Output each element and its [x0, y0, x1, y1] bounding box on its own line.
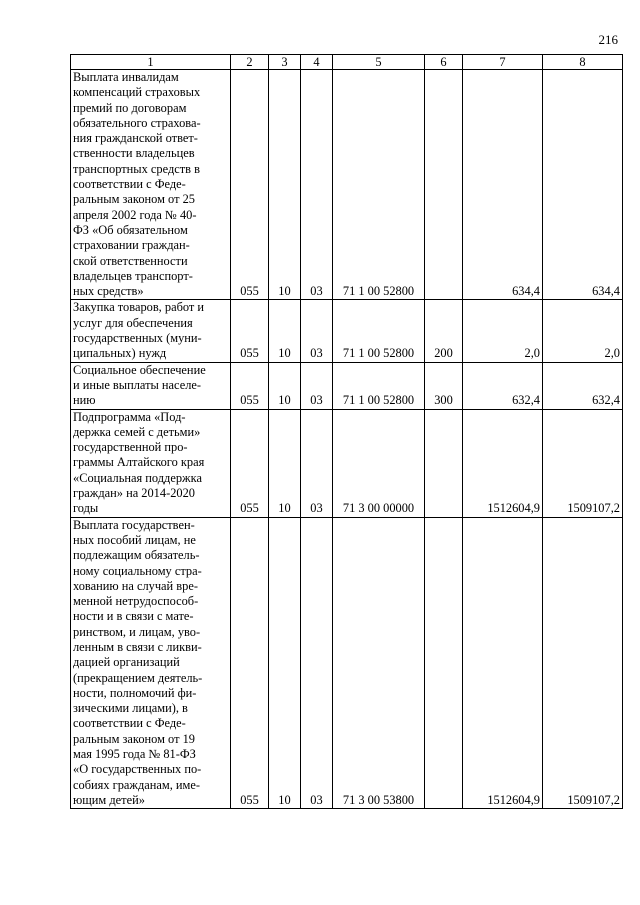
item-name-line: держка семей с детьми» — [73, 424, 201, 439]
target-article-cell: 71 1 00 52800 — [333, 362, 425, 409]
item-name-line: ципальных) нужд — [73, 346, 167, 361]
expense-type-cell — [425, 517, 463, 809]
item-name-line: Социальное обеспечение — [73, 362, 206, 377]
item-name-line: Подпрограмма «Под- — [73, 409, 186, 424]
item-name-line: услуг для обеспечения — [73, 315, 193, 330]
header-cell-5: 5 — [333, 55, 425, 70]
header-cell-3: 3 — [269, 55, 301, 70]
item-name-line: ния гражданской ответ- — [73, 131, 198, 146]
item-name-line: ности, полномочий фи- — [73, 685, 197, 700]
item-name-line: граммы Алтайского края — [73, 455, 205, 470]
target-article-cell: 71 3 00 53800 — [333, 517, 425, 809]
item-name-cell — [71, 300, 231, 362]
amount-year-1-cell: 1512604,9 — [463, 517, 543, 809]
item-name-line: собиях гражданам, име- — [73, 777, 201, 792]
item-name-line: ральным законом от 19 — [73, 731, 195, 746]
section-cell: 10 — [269, 70, 301, 300]
item-name-line: ному социальному стра- — [73, 563, 202, 578]
table-row — [71, 300, 623, 362]
item-name-line: годы — [73, 501, 99, 516]
header-cell-2: 2 — [231, 55, 269, 70]
item-name-line: страховании граждан- — [73, 238, 190, 253]
table-row — [71, 517, 623, 809]
item-name-line: государственных (муни- — [73, 331, 202, 346]
item-name-line: транспортных средств в — [73, 161, 200, 176]
expense-type-cell — [425, 409, 463, 517]
item-name-line: «Социальная поддержка — [73, 470, 202, 485]
amount-year-2-cell: 2,0 — [543, 300, 623, 362]
subsection-cell: 03 — [301, 409, 333, 517]
section-cell: 10 — [269, 409, 301, 517]
section-cell: 10 — [269, 300, 301, 362]
item-name-line: ности и в связи с мате- — [73, 609, 194, 624]
amount-year-2-cell: 1509107,2 — [543, 409, 623, 517]
item-name-line: обязательного страхова- — [73, 115, 201, 130]
table-row — [71, 70, 623, 300]
item-name-line: ской ответственности — [73, 253, 188, 268]
admin-code-cell: 055 — [231, 517, 269, 809]
item-name-line: граждан» на 2014-2020 — [73, 486, 195, 501]
item-name-line: нию — [73, 393, 96, 408]
subsection-cell: 03 — [301, 517, 333, 809]
expense-type-cell: 300 — [425, 362, 463, 409]
amount-year-1-cell: 1512604,9 — [463, 409, 543, 517]
amount-year-2-cell: 1509107,2 — [543, 517, 623, 809]
item-name-line: государственной про- — [73, 440, 188, 455]
item-name-line: Выплата государствен- — [73, 517, 195, 532]
table-row — [71, 362, 623, 409]
admin-code-cell: 055 — [231, 409, 269, 517]
item-name-line: хованию на случай вре- — [73, 578, 198, 593]
item-name-line: ФЗ «Об обязательном — [73, 222, 188, 237]
table-body — [71, 70, 623, 809]
amount-year-1-cell: 634,4 — [463, 70, 543, 300]
item-name-line: подлежащим обязатель- — [73, 548, 200, 563]
item-name-line: премий по договорам — [73, 100, 187, 115]
item-name-line: соответствии с Феде- — [73, 177, 186, 192]
item-name-cell — [71, 409, 231, 517]
admin-code-cell: 055 — [231, 300, 269, 362]
item-name-line: мая 1995 года № 81-ФЗ — [73, 747, 196, 762]
item-name-line: апреля 2002 года № 40- — [73, 207, 197, 222]
subsection-cell: 03 — [301, 70, 333, 300]
item-name-line: компенсаций страховых — [73, 85, 201, 100]
target-article-cell: 71 1 00 52800 — [333, 70, 425, 300]
item-name-line: ральным законом от 25 — [73, 192, 195, 207]
expense-type-cell: 200 — [425, 300, 463, 362]
page-number: 216 — [598, 32, 618, 47]
subsection-cell: 03 — [301, 300, 333, 362]
subsection-cell: 03 — [301, 362, 333, 409]
amount-year-1-cell: 2,0 — [463, 300, 543, 362]
amount-year-1-cell: 632,4 — [463, 362, 543, 409]
item-name-line: ных средств» — [73, 284, 144, 299]
item-name-line: ринством, и лицам, уво- — [73, 624, 201, 639]
header-row — [71, 55, 623, 70]
section-cell: 10 — [269, 362, 301, 409]
item-name-line: дацией организаций — [73, 655, 180, 670]
item-name-cell — [71, 70, 231, 300]
item-name-cell — [71, 517, 231, 809]
admin-code-cell: 055 — [231, 70, 269, 300]
budget-table — [70, 54, 623, 809]
item-name-line: «О государственных по- — [73, 762, 202, 777]
section-cell: 10 — [269, 517, 301, 809]
item-name-line: зическими лицами), в — [73, 701, 188, 716]
item-name-line: (прекращением деятель- — [73, 670, 203, 685]
item-name-line: и иные выплаты населе- — [73, 377, 202, 392]
amount-year-2-cell: 634,4 — [543, 70, 623, 300]
header-cell-7: 7 — [463, 55, 543, 70]
target-article-cell: 71 3 00 00000 — [333, 409, 425, 517]
item-name-line: Закупка товаров, работ и — [73, 300, 205, 315]
item-name-line: ственности владельцев — [73, 146, 195, 161]
item-name-line: ных пособий лицам, не — [73, 532, 196, 547]
admin-code-cell: 055 — [231, 362, 269, 409]
amount-year-2-cell: 632,4 — [543, 362, 623, 409]
header-cell-1: 1 — [71, 55, 231, 70]
item-name-line: владельцев транспорт- — [73, 268, 193, 283]
item-name-line: ленным в связи с ликви- — [73, 639, 202, 654]
table-row — [71, 409, 623, 517]
expense-type-cell — [425, 70, 463, 300]
item-name-cell — [71, 362, 231, 409]
item-name-line: ющим детей» — [73, 792, 145, 807]
header-cell-4: 4 — [301, 55, 333, 70]
header-cell-6: 6 — [425, 55, 463, 70]
target-article-cell: 71 1 00 52800 — [333, 300, 425, 362]
item-name-line: менной нетрудоспособ- — [73, 594, 199, 609]
item-name-line: соответствии с Феде- — [73, 716, 186, 731]
header-cell-8: 8 — [543, 55, 623, 70]
item-name-line: Выплата инвалидам — [73, 70, 179, 84]
